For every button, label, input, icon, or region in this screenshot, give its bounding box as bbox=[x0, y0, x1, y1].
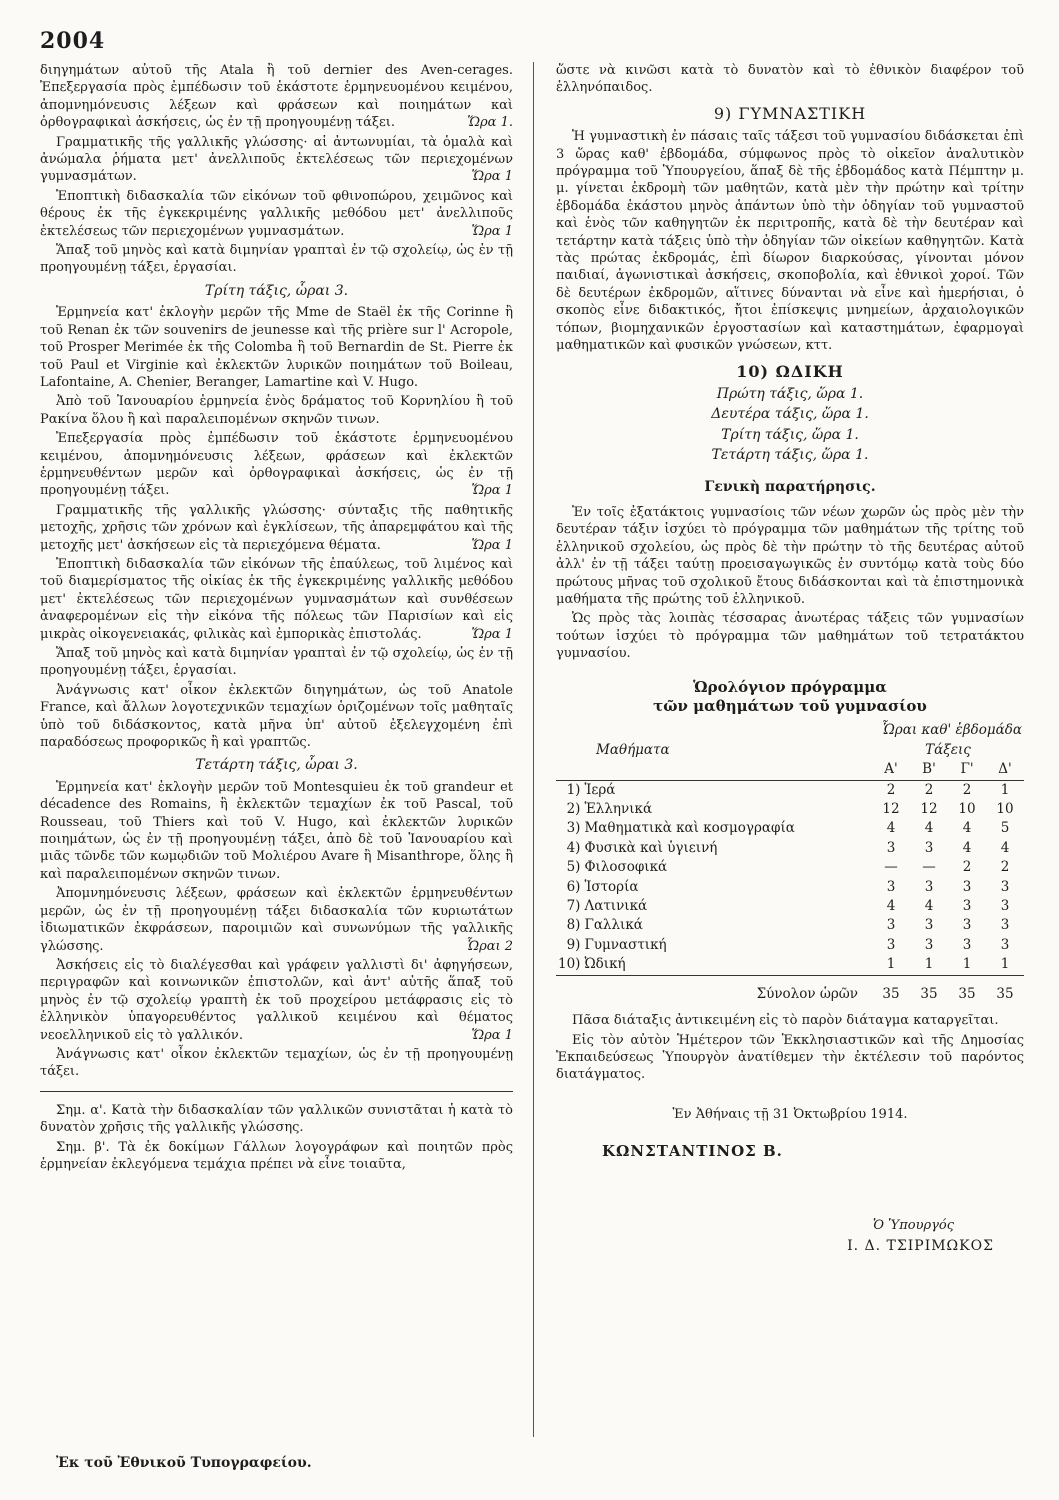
paragraph bbox=[40, 502, 513, 554]
minister-name: Ι. Δ. ΤΣΙΡΙΜΩΚΟΣ bbox=[847, 1237, 994, 1254]
hours-cell: 2 bbox=[924, 781, 934, 798]
row-number: 9) bbox=[566, 936, 581, 953]
hours-label: Ὥρα 1 bbox=[471, 626, 513, 642]
paragraph bbox=[40, 885, 513, 955]
section-heading-gymnastics: 9) ΓΥΜΝΑΣΤΙΚΗ bbox=[713, 103, 867, 123]
paragraph: Ἀπὸ τοῦ Ἰανουαρίου ἑρμηνεία ἑνὸς δράματος τοῦ Κορνηλίου ἢ τοῦ Ρακίνα ὅλου ἢ καὶ παραλειπομένων σκηνῶν τινων. bbox=[40, 394, 513, 427]
hours-cell: — bbox=[884, 859, 898, 876]
paragraph bbox=[40, 62, 513, 132]
hours-header: Ὧραι καθ' ἑβδομάδα bbox=[881, 722, 1022, 739]
hours-cell: 3 bbox=[1000, 917, 1010, 934]
subject-name: Μαθηματικὰ καὶ κοσμογραφία bbox=[584, 820, 795, 837]
hours-cell: 10 bbox=[958, 801, 976, 818]
right-column bbox=[556, 62, 1024, 1255]
paragraph: Ἀνάγνωσις κατ' οἶκον ἐκλεκτῶν τεμαχίων, ὡς ἐν τῇ προηγουμένῃ τάξει. bbox=[40, 1046, 513, 1080]
schedule-title: Ὡρολόγιον πρόγραμμα bbox=[693, 677, 887, 696]
table-header-row bbox=[556, 741, 1024, 760]
schedule-table bbox=[556, 721, 1024, 1004]
hours-cell: 3 bbox=[962, 917, 972, 934]
paragraph: Ἐν τοῖς ἐξατάκτοις γυμνασίοις τῶν νέων χωρῶν ὡς πρὸς μὲν τὴν δευτέραν τάξιν ἰσχύει τὸ πρόγραμμα τῶν μαθημάτων τῆς τρίτης τοῦ ἑλληνικοῦ σχολείου, ὡς πρὸς δὲ τὴν πρώτην τὸ τῆς δευτέρας αὐτοῦ ἀλλ' ἐν τῇ τάξει ταύτῃ προεισαγωγικῶς ἐν συντόμῳ κατὰ τοὺς δύο πρώτους μῆνας τοῦ σχολικοῦ ἔτους διδάσκονται καὶ τὰ ἐπιστημονικὰ μαθήματα τῆς πρώτης τοῦ ἑλληνικοῦ. bbox=[556, 504, 1024, 607]
paragraph: ὥστε νὰ κινῶσι κατὰ τὸ δυνατὸν καὶ τὸ ἐθνικὸν διαφέρον τοῦ ἑλληνόπαιδος. bbox=[556, 63, 1024, 96]
paragraph-text: Γραμματικῆς τῆς γαλλικῆς γλώσσης· σύνταξις τῆς παθητικῆς μετοχῆς, χρῆσις τῶν χρόνων καὶ ἐγκλίσεων, τῆς ἀπαρεμφάτου καὶ τῆς μετοχῆς μετ' ἀσκήσεων εἰς τὰ περιεχόμενα θέματα. bbox=[40, 502, 513, 553]
subject-name: Ἱστορία bbox=[584, 878, 639, 895]
paragraph-text: διηγημάτων αὐτοῦ τῆς Atala ἢ τοῦ dernier des Aven-cerages. Ἐπεξεργασία πρὸς ἐμπέδωσιν τοῦ ἑκάστοτε ἑρμηνευομένου κειμένου, ἀπομνημόνευσις λέξεων καὶ φράσεων καὶ ποιημάτων καὶ ὀρθογραφικαὶ ἀσκήσεις, ὡς ἐν τῇ προηγουμένῃ τάξει. bbox=[40, 63, 513, 131]
hours-cell: 3 bbox=[1000, 878, 1010, 895]
class-label: Γ' bbox=[948, 760, 986, 780]
hours-cell: 1 bbox=[910, 955, 948, 975]
section-heading-music: 10) ΩΔΙΚΗ bbox=[736, 361, 844, 381]
subject-name: Φυσικὰ καὶ ὑγιεινή bbox=[584, 839, 718, 856]
subject-name: Λατινικά bbox=[584, 898, 648, 915]
paragraph bbox=[40, 957, 513, 1044]
total-label: Σύνολον ὡρῶν bbox=[756, 985, 858, 1002]
hours-label: Ὧραι 2 bbox=[466, 938, 513, 954]
classes-header: Τάξεις bbox=[925, 741, 971, 758]
hours-label: Ὥρα 1 bbox=[471, 1027, 513, 1043]
table-header-row bbox=[556, 721, 1024, 740]
total-cell: 35 bbox=[882, 985, 900, 1002]
table-row bbox=[556, 800, 1024, 819]
subjects-header: Μαθήματα bbox=[596, 741, 670, 758]
hours-label: Ὥρα 1 bbox=[471, 483, 513, 499]
hours-cell: 3 bbox=[1000, 898, 1010, 915]
class-heading: Τετάρτη τάξις, ὧραι 3. bbox=[195, 757, 358, 774]
hours-cell: 2 bbox=[1000, 859, 1010, 876]
hours-label: Ὥρα 1 bbox=[471, 169, 513, 185]
row-number: 2) bbox=[566, 801, 581, 818]
subject-name: Γυμναστική bbox=[584, 936, 667, 953]
paragraph bbox=[40, 134, 513, 186]
total-cell: 35 bbox=[958, 985, 976, 1002]
paragraph: Ἑρμηνεία κατ' ἐκλογὴν μερῶν τοῦ Montesquieu ἐκ τοῦ grandeur et décadence des Romains, ἢ ἐκλεκτῶν τεμαχίων ἐκ τοῦ Pascal, τοῦ Rousseau, τοῦ Thiers καὶ τοῦ V. Hugo, καὶ ἐκλεκτῶν λυρικῶν ποιημάτων, ὡς ἐν τῇ προηγουμένῃ τάξει, ἀπὸ δὲ τοῦ Ἰανουαρίου καὶ μιᾶς τῶνδε τῶν κωμῳδιῶν τοῦ Μολιέρου Avare ἢ Misanthrope, ὅλης ἢ καὶ παραλειπομένων σκηνῶν τινων. bbox=[40, 779, 513, 882]
paragraph: Εἰς τὸν αὐτὸν Ἡμέτερον τῶν Ἐκκλησιαστικῶν καὶ τῆς Δημοσίας Ἐκπαιδεύσεως Ὑπουργὸν ἀνατίθεμεν τὴν ἐκτέλεσιν τοῦ παρόντος διατάγματος. bbox=[556, 1032, 1024, 1083]
music-class-line: Πρώτη τάξις, ὥρα 1. bbox=[716, 385, 864, 402]
column-divider bbox=[533, 62, 534, 1437]
hours-cell: 5 bbox=[1000, 820, 1010, 837]
hours-cell: 12 bbox=[882, 801, 900, 818]
hours-cell: 3 bbox=[962, 898, 972, 915]
table-row bbox=[556, 878, 1024, 897]
table-row bbox=[556, 897, 1024, 916]
class-label: Α' bbox=[872, 760, 910, 780]
schedule-subtitle: τῶν μαθημάτων τοῦ γυμνασίου bbox=[653, 697, 927, 715]
hours-cell: 4 bbox=[962, 820, 972, 837]
table-total-row bbox=[556, 975, 1024, 1004]
subject-name: Γαλλικά bbox=[584, 917, 643, 934]
class-label: Β' bbox=[910, 760, 948, 780]
paragraph: Ἑρμηνεία κατ' ἐκλογὴν μερῶν τῆς Mme de Staël ἐκ τῆς Corinne ἢ τοῦ Renan ἐκ τῶν souvenirs de jeunesse καὶ τῆς prière sur l' Acropole, τοῦ Prosper Merimée ἐκ τῆς Colomba ἢ τοῦ Bernardin de St. Pierre ἐκ τοῦ Paul et Virginie καὶ ἐκλεκτῶν λυρικῶν ποιημάτων τοῦ Boileau, Lafontaine, A. Chenier, Beranger, Lamartine καὶ V. Hugo. bbox=[40, 305, 513, 390]
row-number: 7) bbox=[566, 898, 581, 915]
music-class-line: Τρίτη τάξις, ὥρα 1. bbox=[721, 426, 859, 443]
total-cell: 35 bbox=[920, 985, 938, 1002]
music-class-line: Δευτέρα τάξις, ὥρα 1. bbox=[711, 406, 869, 423]
paragraph-text: Ἐποπτικὴ διδασκαλία τῶν εἰκόνων τῆς ἐπαύλεως, τοῦ λιμένος καὶ τοῦ διαμερίσματος τῆς οἰκίας ἐκ τῆς ἐγκεκριμένης γαλλικῆς μεθόδου μετ' ἐκτελέσεως τῶν περιεχομένων γυμνασμάτων καὶ συνθέσεων ἀναφερομένων εἰς τὴν εἰκόνα τῆς πόλεως τῶν Παρισίων καὶ εἰς μικρὰς οἰκογενειακάς, φιλικὰς καὶ ἐμπορικὰς ἐπιστολάς. bbox=[40, 556, 513, 642]
paragraph-text: Ἀπομνημόνευσις λέξεων, φράσεων καὶ ἐκλεκτῶν ἑρμηνευθέντων μερῶν, ὡς ἐν τῇ προηγουμένῃ τάξει διδασκαλία τῶν κυριωτάτων ἰδιωματικῶν ἐκφράσεων, παροιμιῶν καὶ συνωνύμων τῆς γαλλικῆς γλώσσης. bbox=[40, 886, 513, 954]
table-row bbox=[556, 780, 1024, 800]
row-number: 5) bbox=[566, 859, 581, 876]
paragraph bbox=[40, 188, 513, 240]
hours-cell: 4 bbox=[1000, 839, 1010, 856]
hours-cell: 3 bbox=[886, 917, 896, 934]
subject-name: Φιλοσοφικά bbox=[584, 859, 668, 876]
paragraph-text: Ἀσκήσεις εἰς τὸ διαλέγεσθαι καὶ γράφειν γαλλιστὶ δι' ἀφηγήσεων, περιγραφῶν καὶ κοινωνικῶν ἐπιστολῶν, καὶ ἀντ' αὐτῆς ἅπαξ τοῦ μηνὸς ἐν τῷ σχολείῳ γραπτὴ ἐκ τοῦ προχείρου μετάφρασις εἰς τὸ ἑλληνικὸν ὑπαγορευθέντος γαλλικοῦ κειμένου καὶ θέματος νεοελληνικοῦ εἰς τὸ γαλλικόν. bbox=[40, 957, 513, 1043]
hours-cell: 3 bbox=[962, 878, 972, 895]
row-number: 3) bbox=[566, 820, 581, 837]
hours-cell: 2 bbox=[962, 781, 972, 798]
hours-cell: 3 bbox=[924, 936, 934, 953]
hours-label: Ὥρα 1 bbox=[471, 223, 513, 239]
hours-cell: 3 bbox=[924, 917, 934, 934]
row-number: 10) bbox=[556, 955, 582, 975]
hours-label: Ὥρα 1 bbox=[471, 537, 513, 553]
subject-name: Ἑλληνικά bbox=[584, 801, 653, 818]
subject-name: Ἱερά bbox=[584, 781, 616, 798]
table-row bbox=[556, 858, 1024, 877]
hours-cell: 3 bbox=[1000, 936, 1010, 953]
paragraph: Ὡς πρὸς τὰς λοιπὰς τέσσαρας ἀνωτέρας τάξεις τῶν γυμνασίων τούτων ἰσχύει τὸ πρόγραμμα τῶν μαθημάτων τοῦ τετρατάκτου γυμνασίου. bbox=[556, 611, 1024, 662]
hours-cell: 1 bbox=[1000, 781, 1010, 798]
hours-cell: 4 bbox=[962, 839, 972, 856]
table-class-row bbox=[556, 760, 1024, 780]
row-number: 1) bbox=[566, 781, 581, 798]
date-line: Ἐν Ἀθήναις τῇ 31 Ὀκτωβρίου 1914. bbox=[672, 1106, 908, 1122]
divider-rule bbox=[40, 1091, 513, 1092]
hours-cell: 1 bbox=[872, 955, 910, 975]
table-row bbox=[556, 839, 1024, 858]
table-row bbox=[556, 955, 1024, 975]
paragraph: Ἡ γυμναστικὴ ἐν πάσαις ταῖς τάξεσι τοῦ γυμνασίου διδάσκεται ἐπὶ 3 ὥρας καθ' ἑβδομάδα, σύμφωνος πρὸς τὸ οἰκεῖον ἀναλυτικὸν πρόγραμμα τοῦ Ὑπουργείου, ἅπαξ δὲ τῆς ἑβδομάδος κατὰ Πέμπτην μ. μ. γίνεται ἐκδρομὴ τῶν μαθητῶν, κατὰ μὲν τὴν πρώτην καὶ τρίτην ἑβδομάδα ἑκάστου μηνὸς ἁπάντων ὑπὸ τὴν ὁδηγίαν τοῦ γυμναστοῦ καὶ ἑνὸς τῶν καθηγητῶν ἐκ περιτροπῆς, κατὰ δὲ τὴν δευτέραν καὶ τετάρτην κατὰ τάξεις ὑπὸ τὴν ὁδηγίαν τῶν οἰκείων καθηγητῶν. Κατὰ τὰς πρώτας ἐκδρομάς, ἐπὶ δίωρον διαρκούσας, γίνονται μόνον παιδιαί, ἀγωνιστικαὶ ἀσκήσεις, σκοποβολία, καὶ ἐθνικοὶ χοροί. Τῶν δὲ δευτέρων ἐκδρομῶν, αἵτινες δύνανται νὰ εἶνε καὶ ἡμερήσιαι, ὁ σκοπὸς εἶνε διδακτικός, ἤτοι ἐπίσκεψις μνημείων, ἀρχαιολογικῶν τόπων, βιομηχανικῶν ἐργοστασίων καὶ καταστημάτων, ἐφαρμογαὶ μαθηματικῶν καὶ φυσικῶν γνώσεων, κττ. bbox=[556, 129, 1024, 354]
paragraph bbox=[40, 430, 513, 500]
hours-label: Ὥρα 1. bbox=[467, 115, 513, 131]
hours-cell: 3 bbox=[886, 878, 896, 895]
hours-cell: 10 bbox=[996, 801, 1014, 818]
hours-cell: 4 bbox=[924, 820, 934, 837]
paragraph-text: Ἐποπτικὴ διδασκαλία τῶν εἰκόνων τοῦ φθινοπώρου, χειμῶνος καὶ θέρους ἐκ τῆς ἐγκεκριμένης γαλλικῆς μεθόδου μετ' ἀνελλιποῦς ἐκτελέσεως τῶν περιεχομένων γυμνασμάτων. bbox=[40, 188, 513, 239]
hours-cell: 4 bbox=[886, 820, 896, 837]
hours-cell: 2 bbox=[886, 781, 896, 798]
row-number: 8) bbox=[566, 917, 581, 934]
hours-cell: 3 bbox=[886, 936, 896, 953]
row-number: 6) bbox=[566, 878, 581, 895]
paragraph: Ἅπαξ τοῦ μηνὸς καὶ κατὰ διμηνίαν γραπταὶ ἐν τῷ σχολείῳ, ὡς ἐν τῇ προηγουμένῃ τάξει, ἐργασίαι. bbox=[40, 646, 513, 679]
note: Σημ. β'. Τὰ ἐκ δοκίμων Γάλλων λογογράφων καὶ ποιητῶν πρὸς ἑρμηνείαν ἐκλεγόμενα τεμάχια πρέπει νὰ εἶνε τοιαῦτα, bbox=[40, 1139, 513, 1172]
hours-cell: 4 bbox=[924, 898, 934, 915]
subject-name: Ὠδική bbox=[582, 955, 872, 975]
paragraph: Ἅπαξ τοῦ μηνὸς καὶ κατὰ διμηνίαν γραπταὶ ἐν τῷ σχολείῳ, ὡς ἐν τῇ προηγουμένῃ τάξει, ἐργασίαι. bbox=[40, 243, 513, 276]
paragraph bbox=[40, 556, 513, 643]
page-number: 2004 bbox=[40, 28, 106, 54]
paragraph: Ἀνάγνωσις κατ' οἶκον ἐκλεκτῶν διηγημάτων, ὡς τοῦ Anatole France, καὶ ἄλλων λογοτεχνικῶν τεμαχίων ὁριζομένων τοῖς μαθηταῖς ὑπὸ τοῦ διδάσκοντος, κατὰ μῆνα ὑπ' αὐτοῦ ἐξελεγχομένη ἐπὶ παραδόσεως προφορικῶς ἢ καὶ γραπτῶς. bbox=[40, 682, 513, 751]
printer-imprint: Ἐκ τοῦ Ἐθνικοῦ Τυπογραφείου. bbox=[56, 1455, 312, 1471]
hours-cell: 12 bbox=[920, 801, 938, 818]
hours-cell: 3 bbox=[924, 839, 934, 856]
paragraph-text: Γραμματικῆς τῆς γαλλικῆς γλώσσης· αἱ ἀντωνυμίαι, τὰ ὁμαλὰ καὶ ἀνώμαλα ῥήματα μετ' ἀνελλιποῦς ἐκτελέσεως τῶν περιεχομένων γυμνασμάτων. bbox=[40, 134, 513, 185]
king-signature: ΚΩΝΣΤΑΝΤΙΝΟΣ Β. bbox=[602, 1142, 783, 1161]
hours-cell: 3 bbox=[924, 878, 934, 895]
table-row bbox=[556, 936, 1024, 955]
class-label: Δ' bbox=[986, 760, 1024, 780]
music-class-line: Τετάρτη τάξις, ὥρα 1. bbox=[711, 447, 869, 464]
hours-cell: 4 bbox=[886, 898, 896, 915]
hours-cell: 2 bbox=[962, 859, 972, 876]
total-cell: 35 bbox=[996, 985, 1014, 1002]
hours-cell: 1 bbox=[948, 955, 986, 975]
general-note-heading: Γενικὴ παρατήρησις. bbox=[704, 478, 876, 495]
hours-cell: 1 bbox=[986, 955, 1024, 975]
class-heading: Τρίτη τάξις, ὧραι 3. bbox=[204, 282, 349, 299]
left-column bbox=[40, 62, 513, 1175]
hours-cell: 3 bbox=[886, 839, 896, 856]
minister-title: Ὁ Ὑπουργός bbox=[872, 1217, 954, 1233]
hours-cell: — bbox=[922, 859, 936, 876]
note: Σημ. α'. Κατὰ τὴν διδασκαλίαν τῶν γαλλικῶν συνιστᾶται ἡ κατὰ τὸ δυνατὸν χρῆσις τῆς γαλλικῆς γλώσσης. bbox=[40, 1102, 513, 1136]
row-number: 4) bbox=[566, 839, 581, 856]
table-row bbox=[556, 819, 1024, 838]
paragraph-text: Ἐπεξεργασία πρὸς ἐμπέδωσιν τοῦ ἑκάστοτε ἑρμηνευομένου κειμένου, ἀπομνημόνευσις λέξεων, φράσεων καὶ ἐκλεκτῶν ἑρμηνευθέντων μερῶν καὶ ὀρθογραφικαὶ ἀσκήσεις, ὡς ἐν τῇ προηγουμένῃ τάξει. bbox=[40, 431, 513, 499]
table-row bbox=[556, 916, 1024, 935]
paragraph: Πᾶσα διάταξις ἀντικειμένη εἰς τὸ παρὸν διάταγμα καταργεῖται. bbox=[572, 1013, 999, 1029]
hours-cell: 3 bbox=[962, 936, 972, 953]
